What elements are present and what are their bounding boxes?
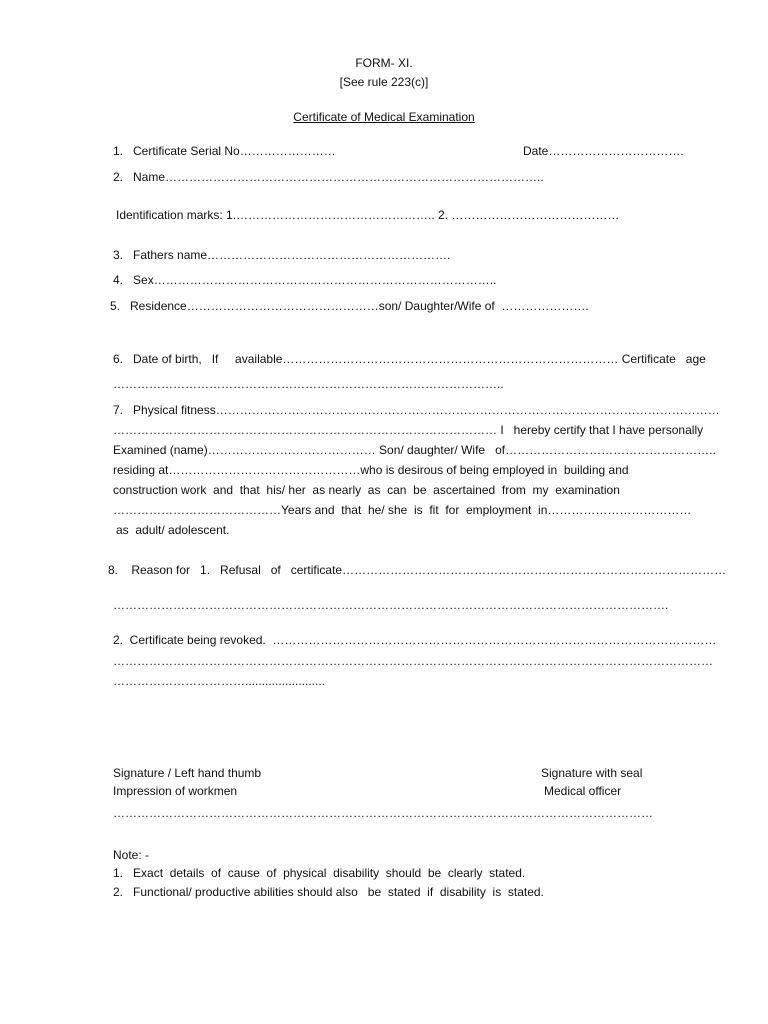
sex-field: 4. Sex………………………………………………………………………….. — [113, 273, 497, 287]
years-fit-line: ……………………………………Years and that he/ she is fit for employment in……………………………… — [113, 503, 692, 517]
notes-heading: Note: - — [113, 848, 150, 862]
physical-fitness-field: 7. Physical fitness……………………………………………………………………………………………………………… — [113, 403, 720, 417]
construction-work-line: construction work and that his/ her as nearly as can be ascertained from my examination — [113, 483, 620, 497]
refusal-continuation-line: …………………………………………………………………………………………………………………………. — [113, 598, 669, 612]
date-field: Date……………………………. — [523, 144, 684, 158]
revoked-continuation-line: …………………………………………………………………………………………………………………………………… — [113, 654, 713, 668]
medical-officer-signature-label: Signature with seal — [541, 766, 643, 780]
name-field: 2. Name………………………………………………………………………………….. — [113, 170, 544, 184]
rule-reference: [See rule 223(c)] — [339, 75, 429, 89]
certification-line: …………………………………………………………………………………… I hereby certify that I have personally — [113, 423, 704, 437]
fathers-name-field: 3. Fathers name……………………………………………………. — [113, 248, 451, 262]
form-number: FORM- XI. — [355, 56, 413, 70]
certificate-serial-field: 1. Certificate Serial No…………………… — [113, 144, 336, 158]
revoked-reason-field: 2. Certificate being revoked. ………………………………………………………………………………………………… — [113, 633, 717, 647]
medical-officer-label: Medical officer — [544, 784, 622, 798]
certificate-age-field: …………………………………………………………………………………….. — [113, 377, 504, 391]
workman-signature-label: Signature / Left hand thumb — [113, 766, 262, 780]
signature-divider: ……………………………………………………………………………………………………………………… — [113, 806, 653, 820]
date-of-birth-field: 6. Date of birth, If available………………………………………………………………………… Certificate age — [113, 352, 706, 366]
note-item: 2. Functional/ productive abilities should also be stated if disability is stated. — [113, 885, 544, 899]
revoked-continuation-line-2: ……………………………........................ — [113, 674, 326, 688]
page-title: Certificate of Medical Examination — [293, 110, 475, 124]
examined-name-line: Examined (name)…………………………………… Son/ daughter/ Wife of…………………………………………….. — [113, 443, 716, 457]
adult-adolescent-line: as adult/ adolescent. — [116, 523, 230, 537]
workman-thumb-impression-label: Impression of workmen — [113, 784, 238, 798]
note-item: 1. Exact details of cause of physical disability should be clearly stated. — [113, 866, 526, 880]
residing-at-line: residing at…………………………………………who is desirous of being employed in building and — [113, 463, 629, 477]
residence-field: 5. Residence…………………………………………son/ Daughter/Wife of …………………. — [110, 299, 589, 313]
identification-marks-field: Identification marks: 1.………………………………………….. 2. …………………………………… — [116, 208, 620, 222]
refusal-reason-field: 8. Reason for 1. Refusal of certificate…………………………………………………………………………………… — [108, 563, 727, 577]
